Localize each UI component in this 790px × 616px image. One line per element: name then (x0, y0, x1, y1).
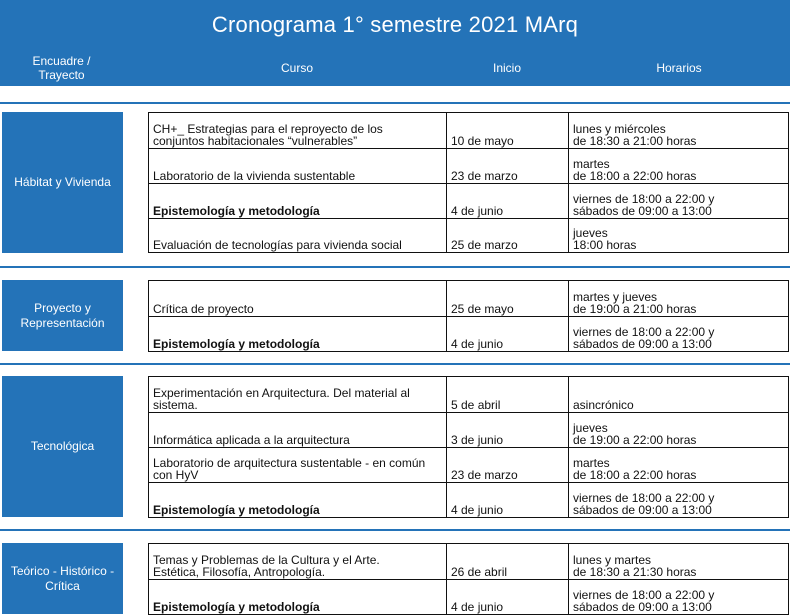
table-row (149, 580, 789, 615)
schedule-cell: lunes y martes de 18:30 a 21:30 horas (569, 544, 789, 580)
start-date-cell: 25 de marzo (447, 219, 569, 253)
table-row (149, 184, 789, 219)
course-cell: Epistemología y metodología (149, 317, 447, 352)
start-date-cell: 4 de junio (447, 580, 569, 615)
page-title: Cronograma 1° semestre 2021 MArq (0, 0, 790, 50)
table-row (149, 281, 789, 317)
start-date-cell: 4 de junio (447, 184, 569, 219)
schedule-cell: asincrónico (569, 377, 789, 413)
schedule-cell: lunes y miércoles de 18:30 a 21:00 horas (569, 113, 789, 149)
table-row (149, 413, 789, 448)
group-label-habitat-vivienda: Hábitat y Vivienda (2, 112, 123, 253)
course-table-tecnologica (148, 376, 789, 518)
course-cell: Informática aplicada a la arquitectura (149, 413, 447, 448)
table-row (149, 149, 789, 184)
course-cell: Temas y Problemas de la Cultura y el Arte. Estética, Filosofía, Antropología. (149, 544, 447, 580)
schedule-cell: martes de 18:00 a 22:00 horas (569, 149, 789, 184)
group-divider (0, 529, 790, 531)
schedule-cell: martes y jueves de 19:00 a 21:00 horas (569, 281, 789, 317)
header-encuadre: Encuadre / (32, 54, 91, 68)
course-cell: Laboratorio de la vivienda sustentable (149, 149, 447, 184)
header-curso: Curso (280, 61, 313, 75)
start-date-cell: 26 de abril (447, 544, 569, 580)
schedule-cell: martes de 18:00 a 22:00 horas (569, 448, 789, 483)
course-cell: Crítica de proyecto (149, 281, 447, 317)
start-date-cell: 23 de marzo (447, 149, 569, 184)
start-date-cell: 10 de mayo (447, 113, 569, 149)
table-row (149, 317, 789, 352)
schedule-cell: jueves 18:00 horas (569, 219, 789, 253)
column-header-row (0, 50, 790, 86)
course-cell: Laboratorio de arquitectura sustentable - en común con HyV (149, 448, 447, 483)
start-date-cell: 4 de junio (447, 483, 569, 518)
group-divider (0, 363, 790, 365)
header-trayecto: Trayecto (38, 68, 85, 82)
schedule-cell: viernes de 18:00 a 22:00 y sábados de 09:00 a 13:00 (569, 317, 789, 352)
group-label-tecnologica: Tecnológica (2, 376, 123, 517)
course-table-habitat-vivienda (148, 112, 789, 253)
start-date-cell: 25 de mayo (447, 281, 569, 317)
group-divider (0, 102, 790, 104)
course-cell: Epistemología y metodología (149, 483, 447, 518)
course-table-proyecto-representacion (148, 280, 789, 352)
table-row (149, 448, 789, 483)
header-horarios: Horarios (656, 61, 702, 75)
group-label-teorico-historico-critica: Teórico - Histórico - Crítica (2, 543, 123, 614)
table-row (149, 113, 789, 149)
schedule-cell: viernes de 18:00 a 22:00 y sábados de 09:00 a 13:00 (569, 580, 789, 615)
course-cell: CH+_ Estrategias para el reproyecto de los conjuntos habitacionales “vulnerables” (149, 113, 447, 149)
group-label-proyecto-representacion: Proyecto y Representación (2, 280, 123, 351)
table-row (149, 483, 789, 518)
group-divider (0, 266, 790, 268)
course-table-teorico-historico-critica (148, 543, 789, 615)
start-date-cell: 23 de marzo (447, 448, 569, 483)
schedule-cell: viernes de 18:00 a 22:00 y sábados de 09:00 a 13:00 (569, 483, 789, 518)
course-cell: Epistemología y metodología (149, 184, 447, 219)
header-inicio: Inicio (492, 61, 521, 75)
schedule-cell: jueves de 19:00 a 22:00 horas (569, 413, 789, 448)
schedule-cell: viernes de 18:00 a 22:00 y sábados de 09:00 a 13:00 (569, 184, 789, 219)
course-cell: Evaluación de tecnologías para vivienda social (149, 219, 447, 253)
table-row (149, 377, 789, 413)
start-date-cell: 3 de junio (447, 413, 569, 448)
course-cell: Epistemología y metodología (149, 580, 447, 615)
header-encuadre-trayecto (0, 50, 123, 86)
start-date-cell: 5 de abril (447, 377, 569, 413)
start-date-cell: 4 de junio (447, 317, 569, 352)
course-cell: Experimentación en Arquitectura. Del material al sistema. (149, 377, 447, 413)
table-row (149, 219, 789, 253)
table-row (149, 544, 789, 580)
